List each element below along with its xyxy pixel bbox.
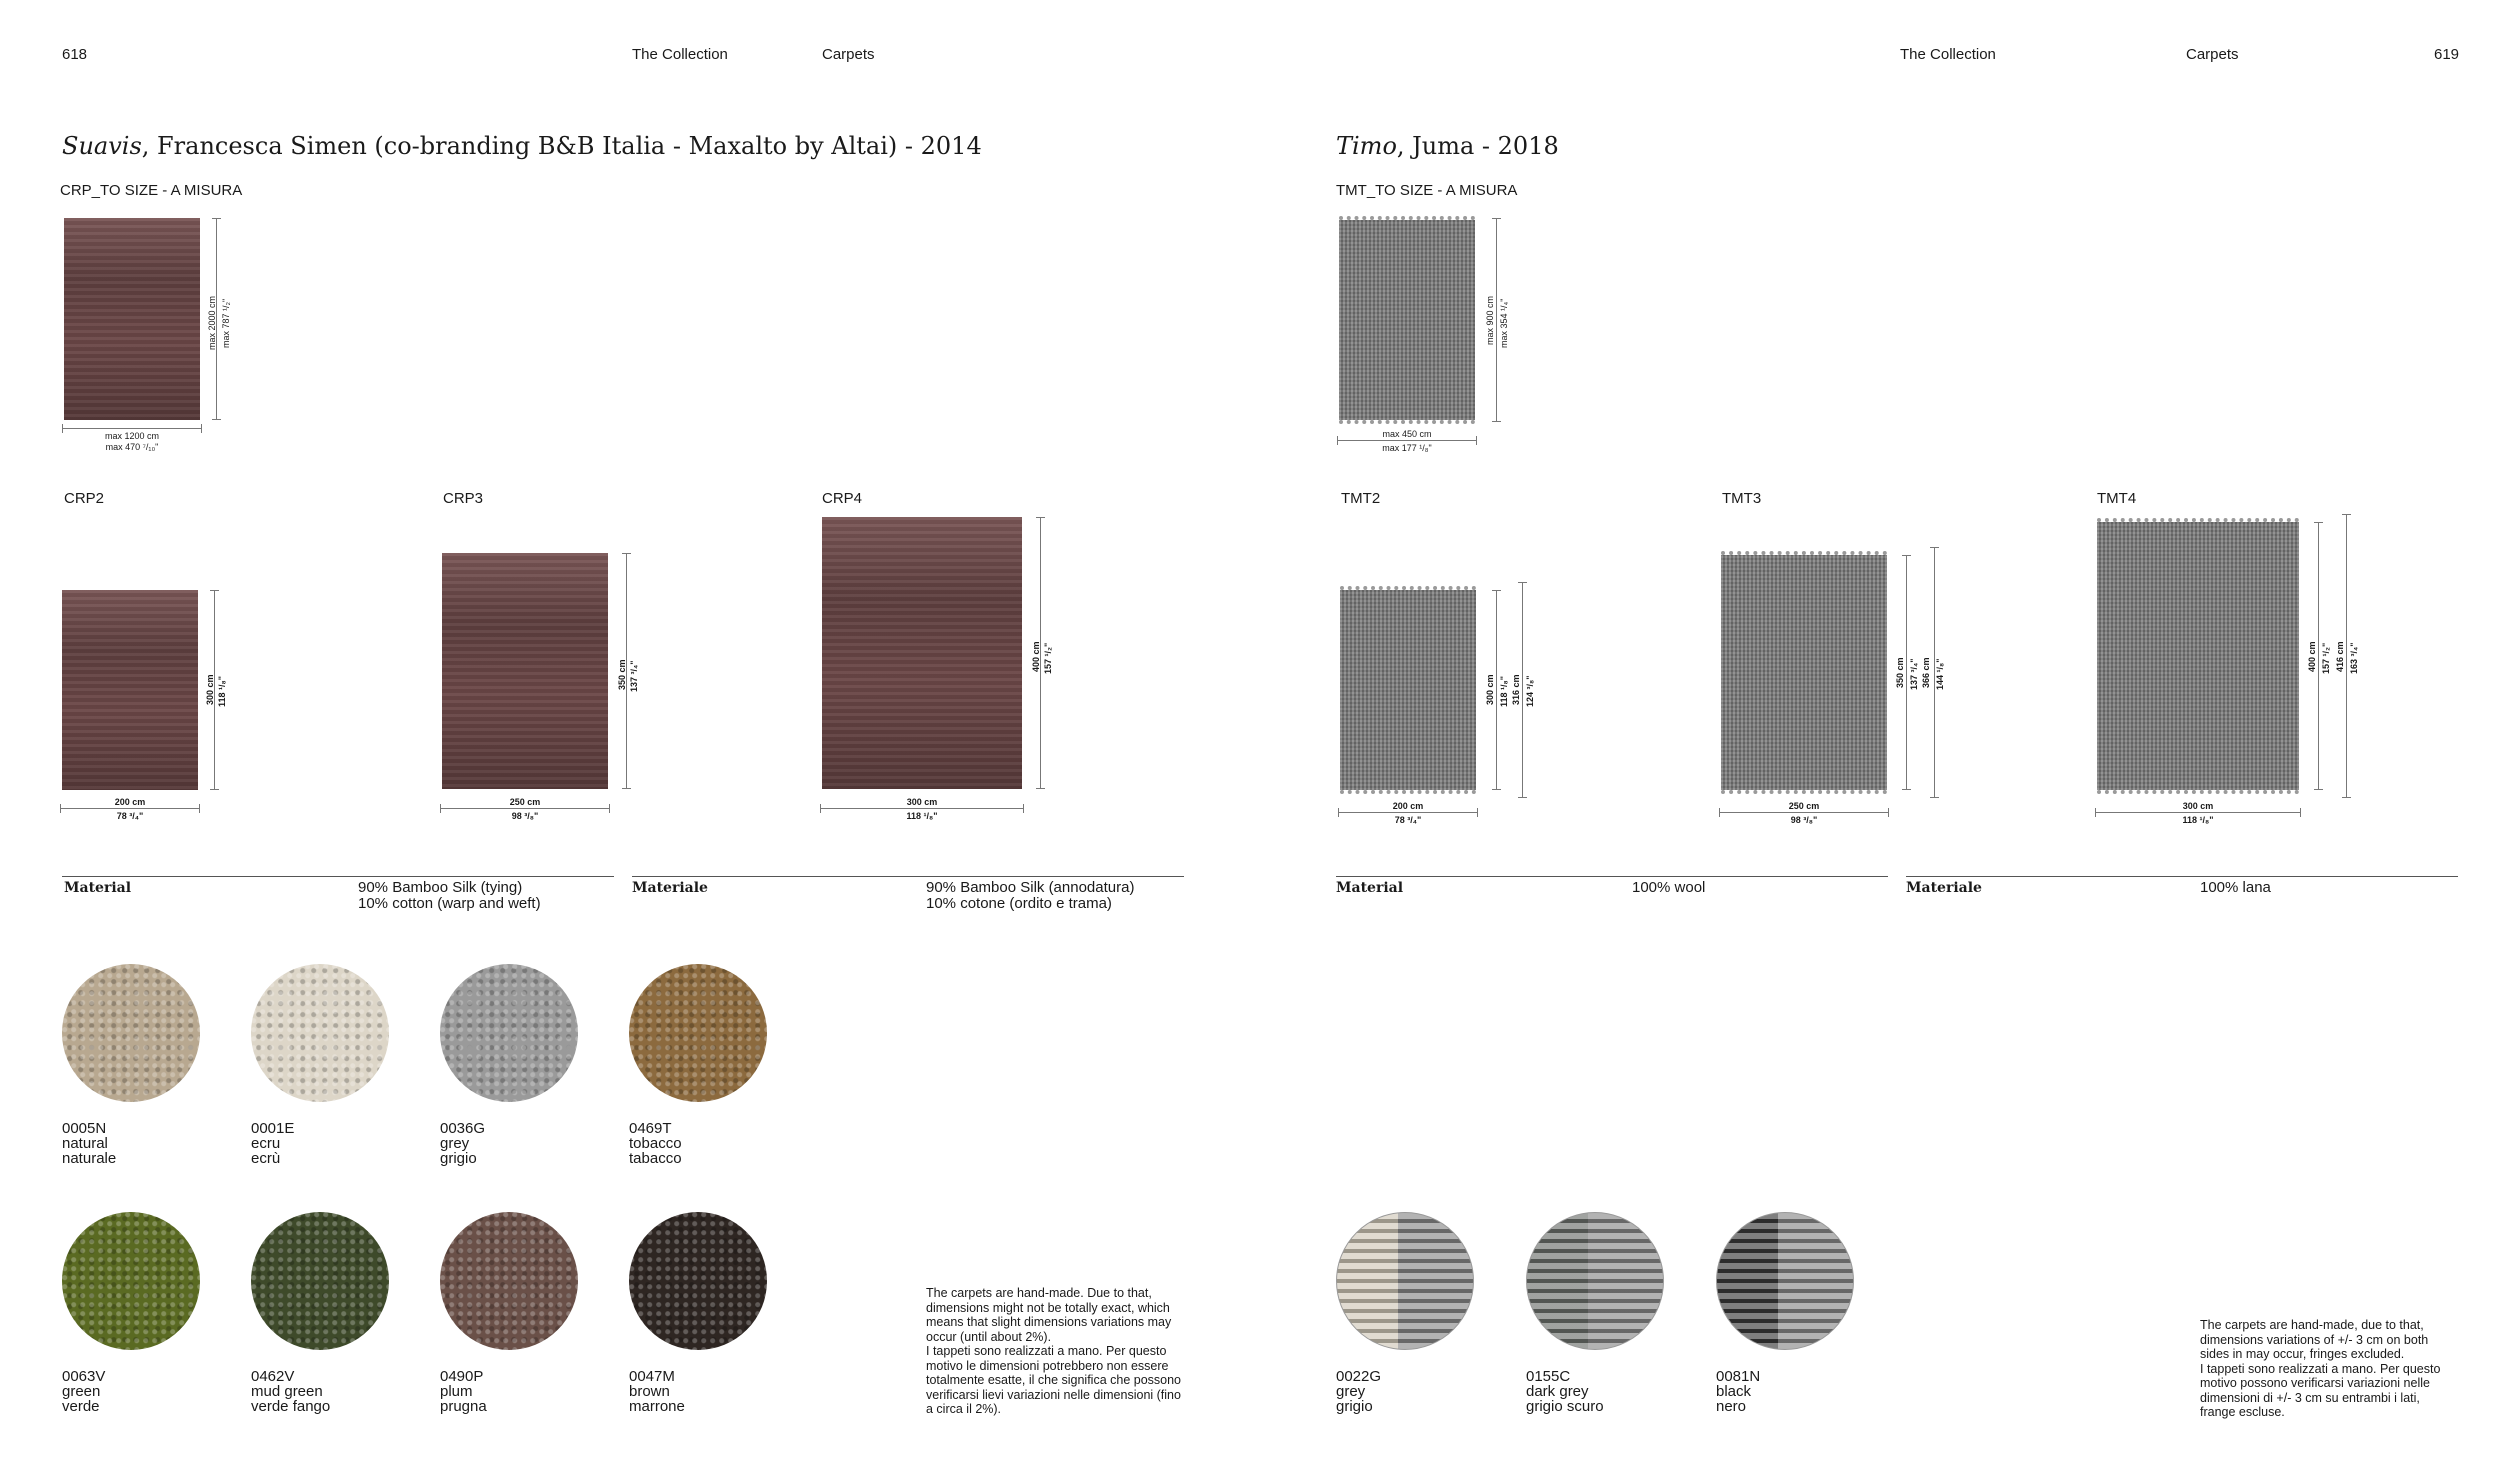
color-swatch xyxy=(1526,1212,1664,1350)
width-dim-cm: 300 cm xyxy=(2182,801,2214,811)
height-fringe-dim-cm: 366 cm xyxy=(1921,657,1931,688)
width-dim-in: max 470 ⁷/₁₀" xyxy=(105,442,159,452)
height-dim-cm: max 900 cm xyxy=(1485,295,1495,345)
swatch-name-it: nero xyxy=(1716,1398,1747,1415)
swatch-code: 0005N xyxy=(62,1120,107,1137)
material-divider xyxy=(62,876,614,877)
height-dim-in: 157 ¹/₂" xyxy=(1043,642,1053,674)
color-swatch xyxy=(629,1212,767,1350)
rug-code: TMT3 xyxy=(1722,490,1762,507)
category-label: Carpets xyxy=(2186,46,2239,63)
swatch-name-it: naturale xyxy=(62,1150,117,1167)
swatch-code: 0155C xyxy=(1526,1368,1571,1385)
height-dim-cm: 350 cm xyxy=(1895,657,1905,688)
swatch-name-it: grigio xyxy=(440,1150,477,1167)
materiale-value-line: 10% cotone (ordito e trama) xyxy=(926,895,1112,912)
height-dim-in: 137 ³/₄" xyxy=(629,660,639,692)
materiale-value xyxy=(926,880,1134,912)
product-title xyxy=(1336,132,1559,160)
swatch-name-it: marrone xyxy=(629,1398,685,1415)
swatch-name-en: grey xyxy=(440,1135,470,1152)
product-name: Suavis xyxy=(62,132,142,160)
rug-image-tmt2 xyxy=(1340,590,1476,790)
swatch-name-it: prugna xyxy=(440,1398,487,1415)
rug-image-tmt4 xyxy=(2097,522,2299,790)
width-dimension-line xyxy=(1719,812,1889,813)
swatch-code: 0063V xyxy=(62,1368,106,1385)
product-name: Timo xyxy=(1336,132,1397,160)
width-dim-cm: 250 cm xyxy=(509,797,541,807)
width-dimension-line xyxy=(2095,812,2301,813)
width-dimension-line xyxy=(1337,440,1477,441)
rug-image-crp2 xyxy=(62,590,198,790)
note-line: dimensioni di +/- 3 cm su entrambi i lati, xyxy=(2200,1390,2420,1405)
rug-code: CRP4 xyxy=(822,490,863,507)
note-line: totalmente esatte, il che significa che possono xyxy=(926,1373,1182,1387)
swatch-code: 0081N xyxy=(1716,1368,1761,1385)
color-swatch xyxy=(1716,1212,1854,1350)
width-dimension-line xyxy=(440,808,610,809)
width-dim-in: 98 ³/₈" xyxy=(1790,815,1818,825)
rug-code: CRP3 xyxy=(443,490,484,507)
height-fringe-dim-in: 163 ³/₄" xyxy=(2349,642,2359,674)
swatch-caption xyxy=(440,1369,487,1414)
color-swatch xyxy=(440,964,578,1102)
swatch-name-en: natural xyxy=(62,1135,108,1152)
swatch-name-en: tobacco xyxy=(629,1135,682,1152)
height-with-fringe-line xyxy=(1522,582,1523,798)
height-fringe-dim-in: 124 ³/₈" xyxy=(1525,675,1535,707)
handmade-note xyxy=(926,1286,1181,1417)
note-line: The carpets are hand-made. Due to that, xyxy=(926,1286,1152,1300)
product-title xyxy=(62,132,982,160)
width-dim-in: 78 ³/₄" xyxy=(116,811,144,821)
section-label: The Collection xyxy=(632,46,728,63)
note-line: dimensions variations of +/- 3 cm on both xyxy=(2200,1332,2429,1347)
swatch-code: 0001E xyxy=(251,1120,295,1137)
height-dim-in: max 354 ¹/₄" xyxy=(1499,298,1509,348)
material-label: Material xyxy=(1336,880,1404,896)
swatch-caption xyxy=(629,1369,685,1414)
rug-image-tmt3 xyxy=(1721,555,1887,790)
swatch-name-en: green xyxy=(62,1383,101,1400)
color-swatch xyxy=(62,1212,200,1350)
to-size-label: CRP_TO SIZE - A MISURA xyxy=(60,182,243,199)
swatch-name-it: grigio xyxy=(1336,1398,1373,1415)
swatch-caption xyxy=(62,1121,116,1166)
color-swatch xyxy=(440,1212,578,1350)
material-divider xyxy=(1906,876,2458,877)
swatch-code: 0469T xyxy=(629,1120,672,1137)
width-dim-cm: max 1200 cm xyxy=(104,431,160,441)
category-label: Carpets xyxy=(822,46,875,63)
swatch-name-it: verde fango xyxy=(251,1398,331,1415)
product-designer: , Francesca Simen (co-branding B&B Italia - Maxalto by Altai) - 2014 xyxy=(141,132,982,160)
material-label: Material xyxy=(64,880,132,896)
swatch-caption xyxy=(629,1121,682,1166)
height-dimension-line xyxy=(1906,555,1907,790)
rug-image-crp4 xyxy=(822,517,1022,789)
rug-image-crp3 xyxy=(442,553,608,789)
materiale-value-line: 90% Bamboo Silk (annodatura) xyxy=(926,879,1135,896)
note-line: frange escluse. xyxy=(2200,1405,2285,1419)
note-line: sides in may occur, fringes excluded. xyxy=(2200,1347,2405,1361)
width-dimension-line xyxy=(1338,812,1478,813)
swatch-caption xyxy=(1526,1369,1604,1414)
material-divider xyxy=(632,876,1184,877)
width-dim-cm: 200 cm xyxy=(114,797,146,807)
rug-code: CRP2 xyxy=(64,490,105,507)
product-designer: , Juma - 2018 xyxy=(1396,132,1559,160)
height-fringe-dim-in: 144 ¹/₈" xyxy=(1935,658,1945,690)
height-dim-in: 118 ¹/₈" xyxy=(1499,676,1509,707)
section-label: The Collection xyxy=(1900,46,1996,63)
color-swatch xyxy=(62,964,200,1102)
note-line: The carpets are hand-made, due to that, xyxy=(2200,1318,2424,1332)
width-dim-cm: 300 cm xyxy=(906,797,938,807)
note-line: verificarsi lievi variazioni nelle dimensioni (fino xyxy=(926,1387,1181,1402)
note-line: I tappeti sono realizzati a mano. Per questo xyxy=(2200,1361,2441,1376)
note-line: motivo le dimensioni potrebbero non essere xyxy=(926,1358,1169,1373)
height-dim-cm: 400 cm xyxy=(1031,641,1041,672)
height-dim-cm: 300 cm xyxy=(205,674,215,705)
note-line: I tappeti sono realizzati a mano. Per questo xyxy=(926,1344,1167,1358)
color-swatch xyxy=(1336,1212,1474,1350)
width-dim-in: 118 ¹/₈" xyxy=(2182,815,2214,825)
width-dim-in: 78 ³/₄" xyxy=(1394,815,1422,825)
width-dim-cm: 250 cm xyxy=(1788,801,1820,811)
note-line: occur (until about 2%). xyxy=(926,1329,1052,1344)
width-dim-cm: max 450 cm xyxy=(1382,429,1432,439)
width-dim-in: max 177 ¹/₈" xyxy=(1382,443,1432,453)
color-swatch xyxy=(251,1212,389,1350)
note-line: a circa il 2%). xyxy=(926,1402,1002,1416)
height-dim-in: 157 ¹/₂" xyxy=(2321,642,2331,674)
rug-image-to-size xyxy=(64,218,200,420)
height-dimension-line xyxy=(1496,218,1497,422)
swatch-name-en: ecru xyxy=(251,1135,281,1152)
swatch-caption xyxy=(440,1121,485,1166)
swatch-name-en: brown xyxy=(629,1383,670,1400)
note-line: dimensions might not be totally exact, which xyxy=(926,1300,1170,1315)
note-line: motivo possono verificarsi variazioni nelle xyxy=(2200,1376,2430,1390)
swatch-caption xyxy=(1716,1369,1760,1414)
height-with-fringe-line xyxy=(2346,514,2347,798)
height-dim-cm: 400 cm xyxy=(2307,641,2317,672)
color-swatch xyxy=(251,964,389,1102)
swatch-name-it: ecrù xyxy=(251,1150,281,1167)
swatch-name-en: mud green xyxy=(251,1383,323,1400)
handmade-note xyxy=(2200,1318,2440,1420)
color-swatch xyxy=(629,964,767,1102)
swatch-caption xyxy=(251,1369,330,1414)
material-value: 100% wool xyxy=(1632,879,1706,896)
materiale-label: Materiale xyxy=(632,880,708,896)
material-divider xyxy=(1336,876,1888,877)
swatch-caption xyxy=(1336,1369,1381,1414)
material-value xyxy=(358,880,541,912)
height-dim-in: max 787 ¹/₂" xyxy=(221,298,231,348)
swatch-code: 0047M xyxy=(629,1368,675,1385)
swatch-name-en: grey xyxy=(1336,1383,1366,1400)
page-number: 618 xyxy=(62,46,88,63)
width-dim-in: 98 ³/₈" xyxy=(511,811,539,821)
page-number: 619 xyxy=(2434,46,2460,63)
width-dimension-line xyxy=(60,808,200,809)
material-value-line: 10% cotton (warp and weft) xyxy=(358,895,541,912)
swatch-caption xyxy=(251,1121,294,1166)
swatch-caption xyxy=(62,1369,105,1414)
width-dim-in: 118 ¹/₈" xyxy=(906,811,938,821)
materiale-label: Materiale xyxy=(1906,880,1982,896)
rug-code: TMT2 xyxy=(1341,490,1381,507)
swatch-code: 0036G xyxy=(440,1120,486,1137)
material-value-line: 90% Bamboo Silk (tying) xyxy=(358,879,523,896)
height-dimension-line xyxy=(2318,522,2319,790)
swatch-name-it: grigio scuro xyxy=(1526,1398,1604,1415)
height-dim-in: 118 ¹/₈" xyxy=(217,676,227,707)
height-dim-in: 137 ³/₄" xyxy=(1909,658,1919,690)
width-dimension-line xyxy=(820,808,1024,809)
swatch-name-en: plum xyxy=(440,1383,473,1400)
height-dim-cm: max 2000 cm xyxy=(207,295,217,350)
swatch-code: 0490P xyxy=(440,1368,484,1385)
height-fringe-dim-cm: 316 cm xyxy=(1511,674,1521,705)
rug-code: TMT4 xyxy=(2097,490,2137,507)
note-line: means that slight dimensions variations may xyxy=(926,1315,1172,1329)
swatch-name-it: tabacco xyxy=(629,1150,682,1167)
rug-image-to-size xyxy=(1339,220,1475,420)
swatch-name-it: verde xyxy=(62,1398,100,1415)
swatch-name-en: dark grey xyxy=(1526,1383,1589,1400)
materiale-value: 100% lana xyxy=(2200,879,2271,896)
swatch-code: 0022G xyxy=(1336,1368,1382,1385)
width-dim-cm: 200 cm xyxy=(1392,801,1424,811)
width-dimension-line xyxy=(62,428,202,429)
to-size-label: TMT_TO SIZE - A MISURA xyxy=(1336,182,1518,199)
height-dimension-line xyxy=(1496,590,1497,790)
height-dim-cm: 350 cm xyxy=(617,659,627,690)
height-dim-cm: 300 cm xyxy=(1485,674,1495,705)
swatch-code: 0462V xyxy=(251,1368,295,1385)
swatch-name-en: black xyxy=(1716,1383,1752,1400)
height-fringe-dim-cm: 416 cm xyxy=(2335,641,2345,672)
